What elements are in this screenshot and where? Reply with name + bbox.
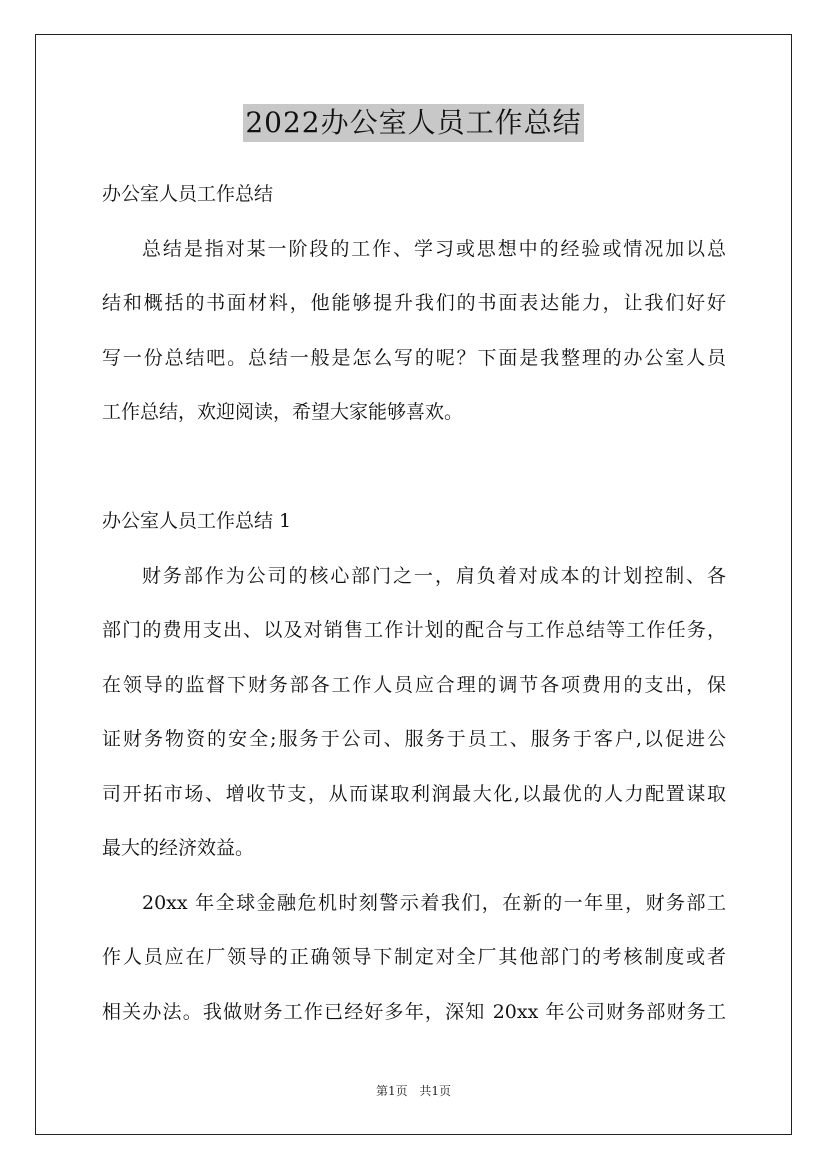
text-line: 作人员应在厂领导的正确领导下制定对全厂其他部门的考核制度或者 [102,946,726,968]
page-total: 共1页 [419,1084,452,1098]
text-line: 部门的费用支出、以及对销售工作计划的配合与工作总结等工作任务， [102,619,726,641]
title-container [0,104,827,142]
text-line: 办公室人员工作总结 1 [102,510,292,532]
text-line: 办公室人员工作总结 [102,183,274,205]
text-line: 司开拓市场、增收节支，从而谋取利润最大化,以最优的人力配置谋取 [102,782,726,805]
text-line: 财务部作为公司的核心部门之一，肩负着对成本的计划控制、各 [142,564,726,587]
text-line: 结和概括的书面材料，他能够提升我们的书面表达能力，让我们好好 [102,292,726,314]
text-line: 最大的经济效益。 [102,837,255,859]
page-number: 第1页 [375,1084,408,1098]
document-title: 2022办公室人员工作总结 [243,104,583,142]
document-body [102,173,726,1045]
text-line: 相关办法。我做财务工作已经好多年，深知 20xx 年公司财务部财务工 [102,1000,726,1023]
text-line: 总结是指对某一阶段的工作、学习或思想中的经验或情况加以总 [142,237,726,260]
text-line: 写一份总结吧。总结一般是怎么写的呢？下面是我整理的办公室人员 [102,346,726,369]
text-line: 20xx 年全球金融危机时刻警示着我们，在新的一年里，财务部工 [142,891,726,914]
text-line: 在领导的监督下财务部各工作人员应合理的调节各项费用的支出，保 [102,673,726,696]
blank-line [102,446,726,501]
text-line: 证财务物资的安全;服务于公司、服务于员工、服务于客户,以促进公 [102,728,726,750]
text-line: 工作总结，欢迎阅读，希望大家能够喜欢。 [102,401,464,423]
page-footer [0,1082,827,1099]
